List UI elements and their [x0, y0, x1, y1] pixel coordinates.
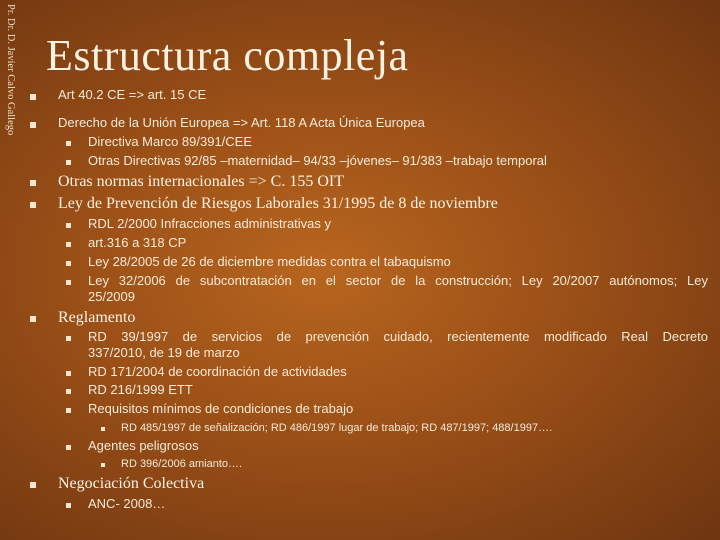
bullet-icon: [30, 202, 36, 208]
list-item-text: Ley 28/2005 de 26 de diciembre medidas contra el tabaquismo: [88, 254, 451, 269]
list-item-block: [88, 273, 708, 305]
sub-sub-list-item: [101, 457, 242, 471]
bullet-icon: [30, 94, 36, 100]
bullet-icon: [30, 180, 36, 186]
list-item-text: ANC- 2008…: [88, 496, 166, 511]
list-item: [30, 172, 344, 192]
list-item-text: Otras normas internacionales => C. 155 OIT: [58, 173, 344, 190]
list-item-text: Requisitos mínimos de condiciones de trabajo: [88, 401, 354, 416]
sub-list-item: [66, 401, 353, 417]
sub-list-item: [66, 216, 331, 232]
list-item-text: Derecho de la Unión Europea => Art. 118 A Acta Única Europea: [58, 115, 425, 130]
list-item-block: [88, 329, 708, 361]
list-item-text: Ley de Prevención de Riesgos Laborales 31/1995 de 8 de noviembre: [58, 195, 498, 212]
bullet-icon: [66, 503, 71, 508]
sub-list-item: [66, 364, 347, 380]
sub-list-item: [66, 438, 199, 454]
sub-list-item: [66, 382, 193, 398]
list-item-text: Agentes peligrosos: [88, 438, 199, 453]
bullet-icon: [66, 280, 71, 285]
bullet-icon: [101, 427, 105, 431]
list-item: [30, 474, 204, 494]
list-item-text: Reglamento: [58, 309, 136, 326]
bullet-icon: [30, 482, 36, 488]
list-item-text: Ley 32/2006 de subcontratación en el sector de la construcción; Ley 20/2007 autónomos; Ley: [88, 273, 708, 288]
sub-list-item: [66, 496, 165, 512]
list-item-text: RD 39/1997 de servicios de prevención cuidado, recientemente modificado Real Decreto: [88, 329, 708, 344]
list-item-text-cont: 25/2009: [88, 289, 135, 304]
bullet-icon: [66, 160, 71, 165]
list-item-text: RDL 2/2000 Infracciones administrativas y: [88, 216, 332, 231]
list-item-text-cont: 337/2010, de 19 de marzo: [88, 345, 240, 360]
bullet-icon: [66, 371, 71, 376]
list-item-text: Art 40.2 CE => art. 15 CE: [58, 87, 207, 102]
list-item-text: RD 485/1997 de señalización; RD 486/1997 lugar de trabajo; RD 487/1997; 488/1997….: [121, 422, 553, 434]
sub-list-item: [66, 153, 547, 169]
list-item: [30, 308, 135, 328]
sub-list-item: [66, 235, 186, 251]
bullet-icon: [30, 316, 36, 322]
sub-list-item: [66, 273, 708, 305]
list-item-text: RD 171/2004 de coordinación de actividades: [88, 364, 347, 379]
bullet-icon: [66, 261, 71, 266]
bullet-icon: [66, 408, 71, 413]
sub-list-item: [66, 134, 252, 150]
list-item-text: RD 216/1999 ETT: [88, 382, 193, 397]
list-item: [30, 194, 498, 214]
bullet-icon: [30, 122, 36, 128]
list-item-text: RD 396/2006 amianto….: [121, 458, 243, 470]
sub-list-item: [66, 329, 708, 361]
bullet-icon: [66, 141, 71, 146]
list-item-text: Directiva Marco 89/391/CEE: [88, 134, 253, 149]
list-item: [30, 114, 425, 132]
bullet-icon: [66, 336, 71, 341]
bullet-icon: [66, 223, 71, 228]
list-item-text: art.316 a 318 CP: [88, 235, 187, 250]
list-item-text: Otras Directivas 92/85 –maternidad– 94/33 –jóvenes– 91/383 –trabajo temporal: [88, 153, 547, 168]
slide-title: Estructura compleja: [46, 31, 409, 80]
bullet-icon: [66, 389, 71, 394]
sub-sub-list-item: [101, 421, 552, 435]
bullet-icon: [101, 463, 105, 467]
list-item: [30, 86, 206, 104]
author-credit: Pr. Dr. D. Javier Calvo Gallego: [5, 4, 16, 136]
list-item-text: Negociación Colectiva: [58, 475, 205, 492]
sub-list-item: [66, 254, 451, 270]
bullet-icon: [66, 242, 71, 247]
bullet-icon: [66, 445, 71, 450]
